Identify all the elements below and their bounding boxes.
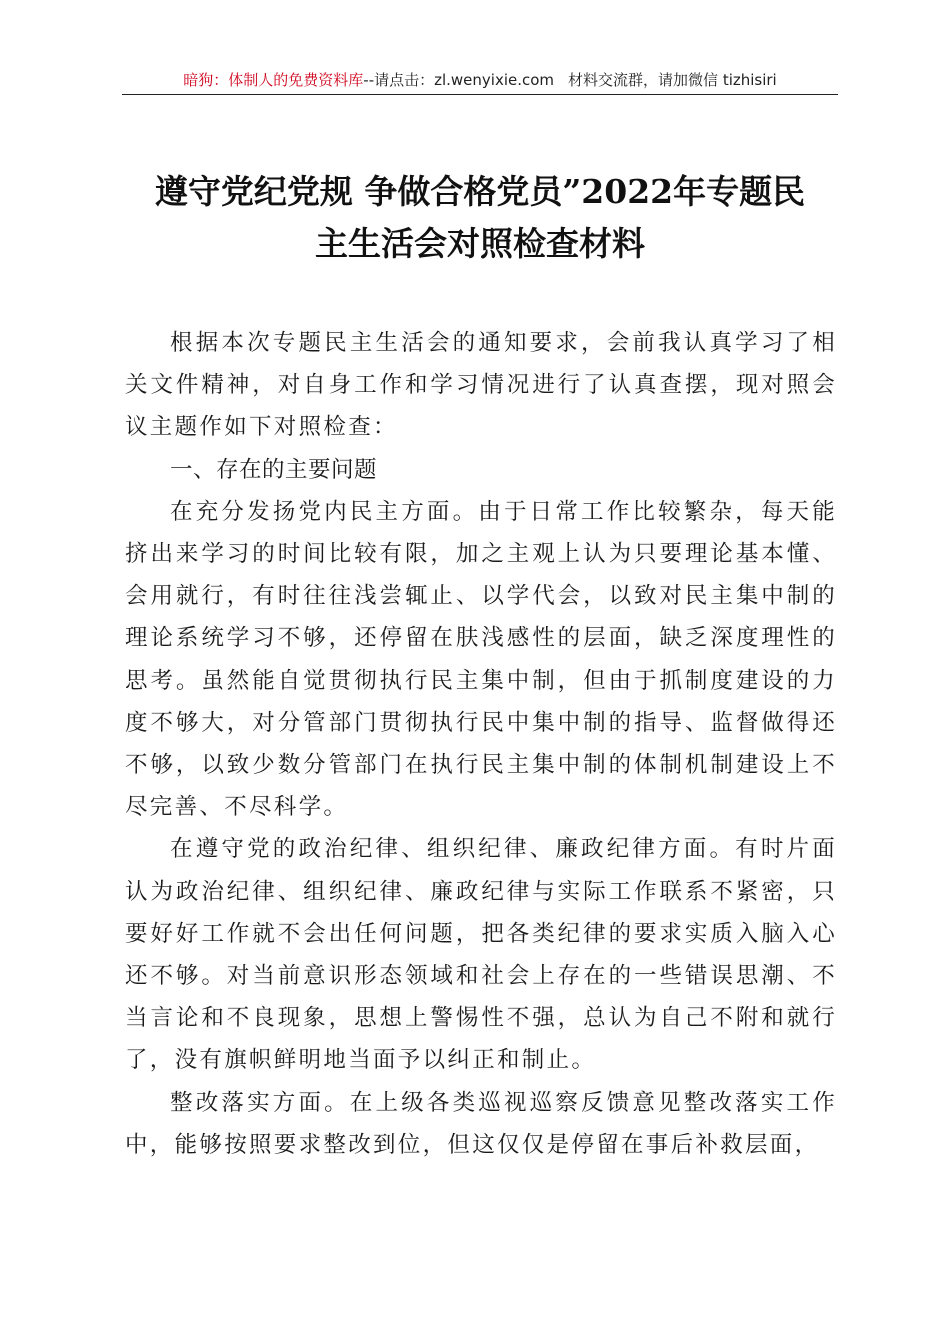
section-heading-problems: 一、存在的主要问题 xyxy=(170,456,378,483)
document-title xyxy=(110,166,850,270)
title-line-2: 主生活会对照检查材料 xyxy=(315,224,645,263)
intro-paragraph: 根据本次专题民主生活会的通知要求，会前我认真学习了相关文件精神，对自身工作和学习情况进行了认真查摆，现对照会议主题作如下对照检查： xyxy=(125,330,837,441)
header-divider xyxy=(122,94,838,95)
header-contact: 材料交流群，请加微信 tizhisiri xyxy=(568,71,777,89)
header-click-label: --请点击： xyxy=(363,71,435,89)
paragraph-democracy: 在充分发扬党内民主方面。由于日常工作比较繁杂，每天能挤出来学习的时间比较有限，加之主观上认为只要理论基本懂、会用就行，有时往往浅尝辄止、以学代会，以致对民主集中制的理论系统学习不够，还停留在肤浅感性的层面，缺乏深度理性的思考。虽然能自觉贯彻执行民主集中制，但由于抓制度建设的力度不够大，对分管部门贯彻执行民中集中制的指导、监督做得还不够，以致少数分管部门在执行民主集中制的体制机制建设上不尽完善、不尽科学。 xyxy=(125,498,837,821)
paragraph-rectification: 整改落实方面。在上级各类巡视巡察反馈意见整改落实工作中，能够按照要求整改到位，但这仅仅是停留在事后补救层面， xyxy=(125,1089,837,1158)
page-header xyxy=(122,66,838,94)
title-line-1: 遵守党纪党规 争做合格党员”2022年专题民 xyxy=(154,172,806,211)
document-body xyxy=(125,322,837,1166)
header-site-label: 暗狗：体制人的免费资料库 xyxy=(183,71,364,89)
header-url-link[interactable]: zl.wenyixie.com xyxy=(434,71,555,89)
paragraph-discipline: 在遵守党的政治纪律、组织纪律、廉政纪律方面。有时片面认为政治纪律、组织纪律、廉政纪律与实际工作联系不紧密，只要好好工作就不会出任何问题，把各类纪律的要求实质入脑入心还不够。对当前意识形态领域和社会上存在的一些错误思潮、不当言论和不良现象，思想上警惕性不强，总认为自己不附和就行了，没有旗帜鲜明地当面予以纠正和制止。 xyxy=(125,836,837,1074)
